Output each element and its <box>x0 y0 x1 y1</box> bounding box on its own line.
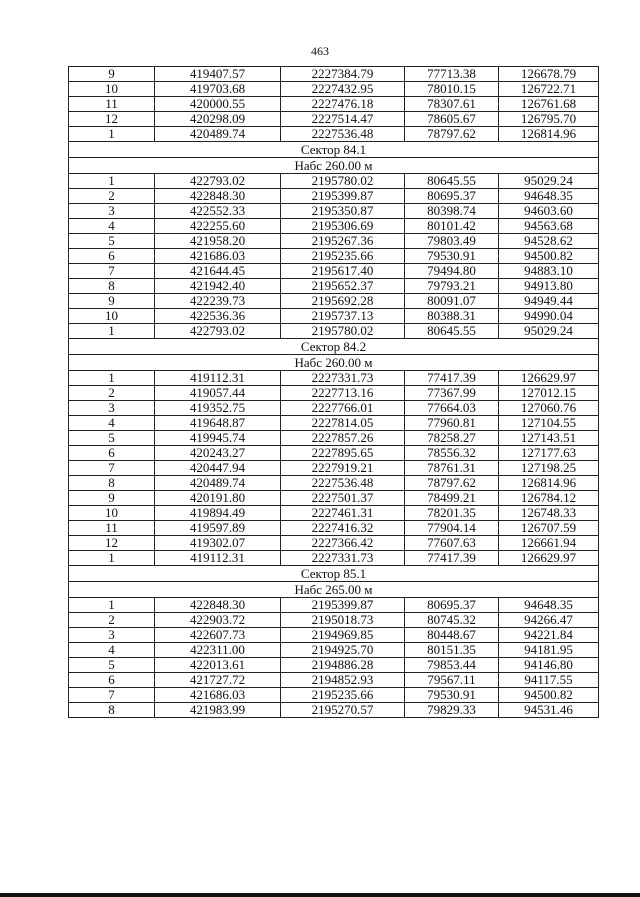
x-local: 80745.32 <box>405 613 499 628</box>
y-coord: 2195692.28 <box>281 294 405 309</box>
table-row <box>69 506 599 521</box>
sector-title: Сектор 84.2 <box>69 339 599 355</box>
y-coord: 2227501.37 <box>281 491 405 506</box>
x-local: 79530.91 <box>405 249 499 264</box>
point-number: 2 <box>69 613 155 628</box>
table-row <box>69 551 599 566</box>
y-local: 127104.55 <box>499 416 599 431</box>
y-coord: 2227476.18 <box>281 97 405 112</box>
point-number: 1 <box>69 371 155 386</box>
x-local: 80695.37 <box>405 598 499 613</box>
point-number: 4 <box>69 416 155 431</box>
table-row <box>69 249 599 264</box>
table-row <box>69 234 599 249</box>
x-local: 77904.14 <box>405 521 499 536</box>
point-number: 1 <box>69 551 155 566</box>
y-local: 95029.24 <box>499 324 599 339</box>
y-local: 94117.55 <box>499 673 599 688</box>
y-coord: 2195350.87 <box>281 204 405 219</box>
point-number: 8 <box>69 279 155 294</box>
y-coord: 2195780.02 <box>281 324 405 339</box>
x-coord: 419407.57 <box>155 67 281 82</box>
y-local: 127198.25 <box>499 461 599 476</box>
x-coord: 422848.30 <box>155 189 281 204</box>
y-local: 94913.80 <box>499 279 599 294</box>
y-coord: 2227331.73 <box>281 551 405 566</box>
x-local: 77713.38 <box>405 67 499 82</box>
y-local: 94146.80 <box>499 658 599 673</box>
point-number: 5 <box>69 658 155 673</box>
x-local: 79793.21 <box>405 279 499 294</box>
point-number: 11 <box>69 97 155 112</box>
y-local: 95029.24 <box>499 174 599 189</box>
y-local: 126795.70 <box>499 112 599 127</box>
point-number: 1 <box>69 324 155 339</box>
table-row <box>69 598 599 613</box>
y-coord: 2227536.48 <box>281 127 405 142</box>
y-coord: 2227814.05 <box>281 416 405 431</box>
x-local: 78201.35 <box>405 506 499 521</box>
x-local: 77367.99 <box>405 386 499 401</box>
y-coord: 2227895.65 <box>281 446 405 461</box>
table-row <box>69 67 599 82</box>
y-local: 94648.35 <box>499 598 599 613</box>
x-local: 77417.39 <box>405 551 499 566</box>
table-row <box>69 658 599 673</box>
x-coord: 422903.72 <box>155 613 281 628</box>
x-local: 78307.61 <box>405 97 499 112</box>
y-local: 127177.63 <box>499 446 599 461</box>
y-coord: 2194886.28 <box>281 658 405 673</box>
x-local: 79530.91 <box>405 688 499 703</box>
x-coord: 421958.20 <box>155 234 281 249</box>
y-coord: 2227461.31 <box>281 506 405 521</box>
x-coord: 420298.09 <box>155 112 281 127</box>
y-local: 126761.68 <box>499 97 599 112</box>
y-coord: 2227766.01 <box>281 401 405 416</box>
point-number: 11 <box>69 521 155 536</box>
y-local: 127060.76 <box>499 401 599 416</box>
x-local: 79567.11 <box>405 673 499 688</box>
y-local: 126629.97 <box>499 551 599 566</box>
x-coord: 421686.03 <box>155 688 281 703</box>
x-local: 77607.63 <box>405 536 499 551</box>
y-coord: 2227919.21 <box>281 461 405 476</box>
table-row <box>69 628 599 643</box>
point-number: 5 <box>69 431 155 446</box>
point-number: 7 <box>69 461 155 476</box>
y-coord: 2195018.73 <box>281 613 405 628</box>
y-coord: 2195617.40 <box>281 264 405 279</box>
y-local: 94181.95 <box>499 643 599 658</box>
x-local: 80151.35 <box>405 643 499 658</box>
x-local: 79829.33 <box>405 703 499 718</box>
table-row <box>69 521 599 536</box>
table-row <box>69 174 599 189</box>
x-local: 80398.74 <box>405 204 499 219</box>
table-row <box>69 401 599 416</box>
y-coord: 2195737.13 <box>281 309 405 324</box>
x-coord: 422848.30 <box>155 598 281 613</box>
x-coord: 419648.87 <box>155 416 281 431</box>
point-number: 7 <box>69 688 155 703</box>
x-local: 80695.37 <box>405 189 499 204</box>
table-row <box>69 431 599 446</box>
y-local: 126814.96 <box>499 127 599 142</box>
y-coord: 2227432.95 <box>281 82 405 97</box>
coordinates-table-body <box>69 67 599 718</box>
y-coord: 2227366.42 <box>281 536 405 551</box>
y-local: 94531.46 <box>499 703 599 718</box>
sector-height-row <box>69 158 599 174</box>
x-local: 79853.44 <box>405 658 499 673</box>
table-row <box>69 294 599 309</box>
x-local: 78556.32 <box>405 446 499 461</box>
x-coord: 422255.60 <box>155 219 281 234</box>
sector-height: Набс 260.00 м <box>69 158 599 174</box>
x-local: 78499.21 <box>405 491 499 506</box>
point-number: 2 <box>69 386 155 401</box>
point-number: 3 <box>69 204 155 219</box>
table-row <box>69 386 599 401</box>
x-coord: 420000.55 <box>155 97 281 112</box>
point-number: 5 <box>69 234 155 249</box>
point-number: 12 <box>69 112 155 127</box>
y-local: 94500.82 <box>499 249 599 264</box>
table-row <box>69 204 599 219</box>
point-number: 2 <box>69 189 155 204</box>
y-local: 126707.59 <box>499 521 599 536</box>
y-local: 94648.35 <box>499 189 599 204</box>
x-coord: 420489.74 <box>155 127 281 142</box>
x-coord: 422793.02 <box>155 174 281 189</box>
y-local: 126814.96 <box>499 476 599 491</box>
x-coord: 420191.80 <box>155 491 281 506</box>
x-coord: 419597.89 <box>155 521 281 536</box>
x-coord: 419112.31 <box>155 551 281 566</box>
point-number: 4 <box>69 219 155 234</box>
x-local: 80645.55 <box>405 324 499 339</box>
y-coord: 2227514.47 <box>281 112 405 127</box>
x-coord: 419352.75 <box>155 401 281 416</box>
point-number: 9 <box>69 294 155 309</box>
y-coord: 2195270.57 <box>281 703 405 718</box>
x-coord: 421942.40 <box>155 279 281 294</box>
point-number: 10 <box>69 82 155 97</box>
table-row <box>69 112 599 127</box>
table-row <box>69 219 599 234</box>
y-coord: 2227416.32 <box>281 521 405 536</box>
y-local: 127012.15 <box>499 386 599 401</box>
x-local: 78797.62 <box>405 127 499 142</box>
y-local: 94563.68 <box>499 219 599 234</box>
x-local: 80448.67 <box>405 628 499 643</box>
x-coord: 422607.73 <box>155 628 281 643</box>
y-coord: 2227536.48 <box>281 476 405 491</box>
x-coord: 419057.44 <box>155 386 281 401</box>
table-row <box>69 309 599 324</box>
x-coord: 421983.99 <box>155 703 281 718</box>
point-number: 3 <box>69 401 155 416</box>
x-coord: 422793.02 <box>155 324 281 339</box>
point-number: 8 <box>69 476 155 491</box>
y-local: 126629.97 <box>499 371 599 386</box>
table-row <box>69 264 599 279</box>
point-number: 1 <box>69 598 155 613</box>
x-coord: 420243.27 <box>155 446 281 461</box>
y-local: 126722.71 <box>499 82 599 97</box>
y-coord: 2194852.93 <box>281 673 405 688</box>
sector-title: Сектор 85.1 <box>69 566 599 582</box>
x-coord: 419302.07 <box>155 536 281 551</box>
sector-height-row <box>69 355 599 371</box>
table-row <box>69 461 599 476</box>
table-row <box>69 643 599 658</box>
y-local: 94266.47 <box>499 613 599 628</box>
y-coord: 2195399.87 <box>281 598 405 613</box>
scan-bottom-edge <box>0 893 640 897</box>
point-number: 10 <box>69 309 155 324</box>
sector-height: Набс 265.00 м <box>69 582 599 598</box>
x-local: 79803.49 <box>405 234 499 249</box>
sector-height-row <box>69 582 599 598</box>
point-number: 9 <box>69 491 155 506</box>
x-coord: 419703.68 <box>155 82 281 97</box>
x-local: 80645.55 <box>405 174 499 189</box>
sector-height: Набс 260.00 м <box>69 355 599 371</box>
x-local: 80091.07 <box>405 294 499 309</box>
table-row <box>69 491 599 506</box>
sector-title-row <box>69 339 599 355</box>
x-coord: 420489.74 <box>155 476 281 491</box>
y-coord: 2227331.73 <box>281 371 405 386</box>
y-local: 94883.10 <box>499 264 599 279</box>
point-number: 6 <box>69 673 155 688</box>
y-coord: 2227857.26 <box>281 431 405 446</box>
y-local: 94500.82 <box>499 688 599 703</box>
x-local: 77417.39 <box>405 371 499 386</box>
table-row <box>69 446 599 461</box>
x-coord: 422013.61 <box>155 658 281 673</box>
x-coord: 419894.49 <box>155 506 281 521</box>
y-local: 126678.79 <box>499 67 599 82</box>
table-row <box>69 673 599 688</box>
point-number: 9 <box>69 67 155 82</box>
x-coord: 419945.74 <box>155 431 281 446</box>
table-row <box>69 97 599 112</box>
y-coord: 2195306.69 <box>281 219 405 234</box>
table-row <box>69 82 599 97</box>
point-number: 10 <box>69 506 155 521</box>
table-row <box>69 613 599 628</box>
x-local: 78605.67 <box>405 112 499 127</box>
y-coord: 2195267.36 <box>281 234 405 249</box>
x-coord: 420447.94 <box>155 461 281 476</box>
y-local: 94990.04 <box>499 309 599 324</box>
y-local: 126784.12 <box>499 491 599 506</box>
point-number: 6 <box>69 249 155 264</box>
x-coord: 422311.00 <box>155 643 281 658</box>
table-row <box>69 127 599 142</box>
table-row <box>69 371 599 386</box>
x-local: 78761.31 <box>405 461 499 476</box>
y-local: 94949.44 <box>499 294 599 309</box>
sector-title: Сектор 84.1 <box>69 142 599 158</box>
x-local: 78010.15 <box>405 82 499 97</box>
y-coord: 2195780.02 <box>281 174 405 189</box>
table-row <box>69 688 599 703</box>
x-coord: 421686.03 <box>155 249 281 264</box>
x-coord: 422239.73 <box>155 294 281 309</box>
y-local: 94603.60 <box>499 204 599 219</box>
x-local: 77960.81 <box>405 416 499 431</box>
point-number: 7 <box>69 264 155 279</box>
y-coord: 2194969.85 <box>281 628 405 643</box>
point-number: 1 <box>69 174 155 189</box>
x-local: 78797.62 <box>405 476 499 491</box>
point-number: 12 <box>69 536 155 551</box>
x-local: 77664.03 <box>405 401 499 416</box>
sector-title-row <box>69 566 599 582</box>
point-number: 1 <box>69 127 155 142</box>
x-coord: 421644.45 <box>155 264 281 279</box>
y-coord: 2195235.66 <box>281 249 405 264</box>
sector-title-row <box>69 142 599 158</box>
y-coord: 2195235.66 <box>281 688 405 703</box>
y-coord: 2195399.87 <box>281 189 405 204</box>
y-local: 126748.33 <box>499 506 599 521</box>
table-row <box>69 324 599 339</box>
y-local: 94221.84 <box>499 628 599 643</box>
table-row <box>69 536 599 551</box>
x-local: 80101.42 <box>405 219 499 234</box>
y-local: 127143.51 <box>499 431 599 446</box>
point-number: 8 <box>69 703 155 718</box>
x-local: 78258.27 <box>405 431 499 446</box>
y-local: 126661.94 <box>499 536 599 551</box>
y-coord: 2227713.16 <box>281 386 405 401</box>
x-local: 79494.80 <box>405 264 499 279</box>
coordinates-table <box>68 66 599 718</box>
table-row <box>69 476 599 491</box>
y-local: 94528.62 <box>499 234 599 249</box>
x-coord: 421727.72 <box>155 673 281 688</box>
page-number: 463 <box>311 44 329 58</box>
point-number: 4 <box>69 643 155 658</box>
y-coord: 2227384.79 <box>281 67 405 82</box>
x-coord: 419112.31 <box>155 371 281 386</box>
table-row <box>69 416 599 431</box>
table-row <box>69 189 599 204</box>
y-coord: 2194925.70 <box>281 643 405 658</box>
table-row <box>69 703 599 718</box>
y-coord: 2195652.37 <box>281 279 405 294</box>
point-number: 6 <box>69 446 155 461</box>
x-coord: 422536.36 <box>155 309 281 324</box>
table-row <box>69 279 599 294</box>
x-coord: 422552.33 <box>155 204 281 219</box>
x-local: 80388.31 <box>405 309 499 324</box>
point-number: 3 <box>69 628 155 643</box>
